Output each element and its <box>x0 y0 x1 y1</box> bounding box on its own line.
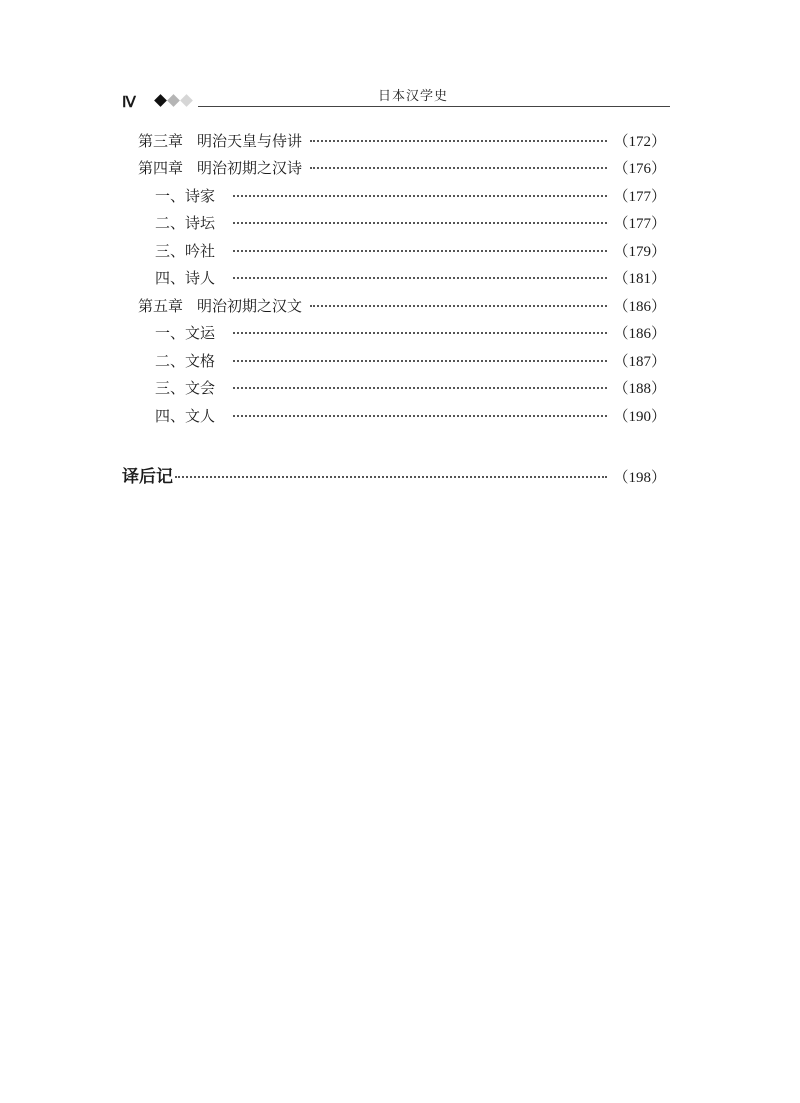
section-title: 四、诗人 <box>155 269 216 287</box>
chapter-number: 第五章 <box>138 297 184 315</box>
dot-leader <box>175 476 607 478</box>
section-title: 三、文会 <box>155 379 216 397</box>
dot-leader <box>233 250 607 252</box>
chapter-title: 明治初期之汉文 <box>197 297 303 315</box>
page-ref: （172） <box>613 134 666 150</box>
page-ref: （176） <box>613 161 666 177</box>
page-ref: （187） <box>613 354 666 370</box>
page-ref: （198） <box>613 470 666 486</box>
page-number: Ⅳ <box>122 95 136 111</box>
section-title: 二、文格 <box>155 352 216 370</box>
dot-leader <box>233 360 607 362</box>
chapter-title: 明治初期之汉诗 <box>197 159 303 177</box>
toc-entry-section <box>155 377 666 397</box>
toc-entry-section <box>155 240 666 260</box>
toc-entry-section <box>155 350 666 370</box>
chapter-number: 第四章 <box>138 159 184 177</box>
dot-leader <box>310 167 607 169</box>
page-ref: （190） <box>613 409 666 425</box>
page-ref: （188） <box>613 381 666 397</box>
toc-entry-chapter-3 <box>138 130 666 150</box>
afterword-title: 译后记 <box>122 467 173 487</box>
section-title: 四、文人 <box>155 407 216 425</box>
page-ref: （177） <box>613 216 666 232</box>
diamond-gray-icon <box>167 94 180 107</box>
book-title: 日本汉学史 <box>378 89 449 104</box>
diamond-light-gray-icon <box>180 94 193 107</box>
toc-entry-chapter-4 <box>138 157 666 177</box>
page-ref: （177） <box>613 189 666 205</box>
toc-entry-afterword <box>122 462 666 487</box>
section-title: 二、诗坛 <box>155 214 216 232</box>
dot-leader <box>233 332 607 334</box>
toc-entry-section <box>155 405 666 425</box>
running-header <box>122 85 670 111</box>
section-title: 一、文运 <box>155 324 216 342</box>
page-ref: （186） <box>613 299 666 315</box>
dot-leader <box>233 387 607 389</box>
dot-leader <box>310 305 607 307</box>
chapter-title: 明治天皇与侍讲 <box>197 132 303 150</box>
page-ref: （181） <box>613 271 666 287</box>
dot-leader <box>233 415 607 417</box>
toc-entry-section <box>155 212 666 232</box>
header-rule <box>198 106 670 107</box>
dot-leader <box>310 140 607 142</box>
page-ref: （179） <box>613 244 666 260</box>
diamond-ornament-icon <box>156 93 195 107</box>
diamond-black-icon <box>154 94 167 107</box>
dot-leader <box>233 277 607 279</box>
chapter-number: 第三章 <box>138 132 184 150</box>
section-title: 三、吟社 <box>155 242 216 260</box>
toc-entry-section <box>155 267 666 287</box>
dot-leader <box>233 195 607 197</box>
toc-entry-section <box>155 322 666 342</box>
dot-leader <box>233 222 607 224</box>
section-title: 一、诗家 <box>155 187 216 205</box>
toc-entry-section <box>155 185 666 205</box>
page-ref: （186） <box>613 326 666 342</box>
toc-entry-chapter-5 <box>138 295 666 315</box>
